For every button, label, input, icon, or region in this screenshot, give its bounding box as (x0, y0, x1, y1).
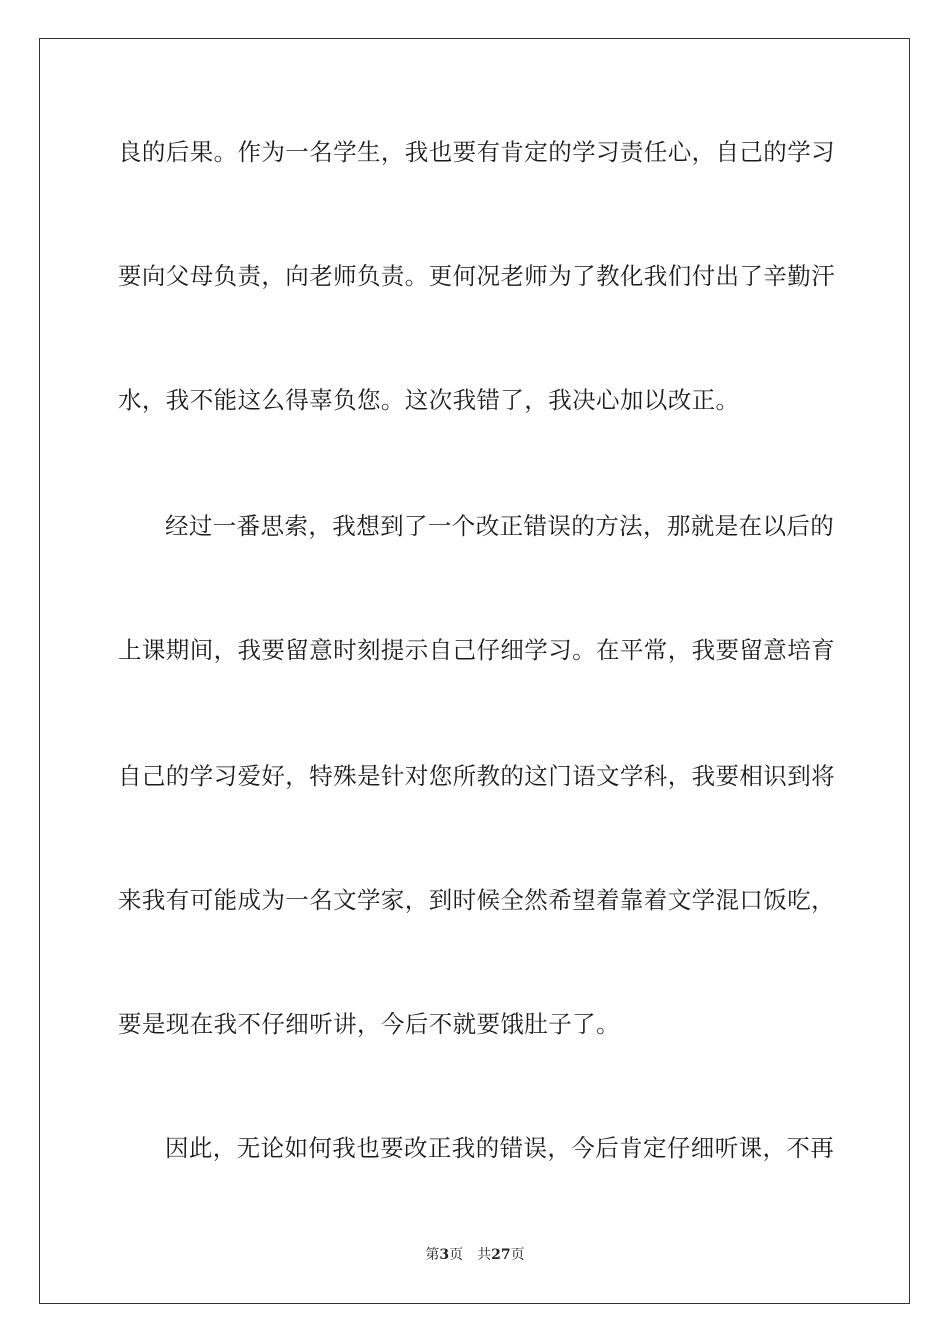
text-line: 要向父母负责，向老师负责。更何况老师为了教化我们付出了辛勤汗 (118, 262, 835, 290)
text-line: 上课期间，我要留意时刻提示自己仔细学习。在平常，我要留意培育 (118, 636, 835, 664)
page-border (39, 38, 910, 1304)
text-line: 水，我不能这么得辜负您。这次我错了，我决心加以改正。 (118, 386, 740, 414)
page-footer (0, 1246, 950, 1264)
text-line: 来我有可能成为一名文学家，到时候全然希望着靠着文学混口饭吃， (118, 886, 835, 914)
text-line: 要是现在我不仔细听讲，今后不就要饿肚子了。 (118, 1010, 620, 1038)
text-line: 自己的学习爱好，特殊是针对您所教的这门语文学科，我要相识到将 (118, 762, 835, 790)
paragraph-first-line: 经过一番思索，我想到了一个改正错误的方法，那就是在以后的 (165, 512, 835, 540)
page-label-suffix: 页 (449, 1247, 464, 1263)
total-pages: 27 (491, 1247, 511, 1263)
total-label-suffix: 页 (510, 1247, 525, 1263)
text-line: 良的后果。作为一名学生，我也要有肯定的学习责任心，自己的学习 (118, 138, 835, 166)
paragraph-first-line: 因此，无论如何我也要改正我的错误，今后肯定仔细听课，不再 (165, 1134, 835, 1162)
total-label-prefix: 共 (477, 1247, 492, 1263)
page-number: 3 (439, 1247, 450, 1263)
page-label-prefix: 第 (425, 1247, 440, 1263)
